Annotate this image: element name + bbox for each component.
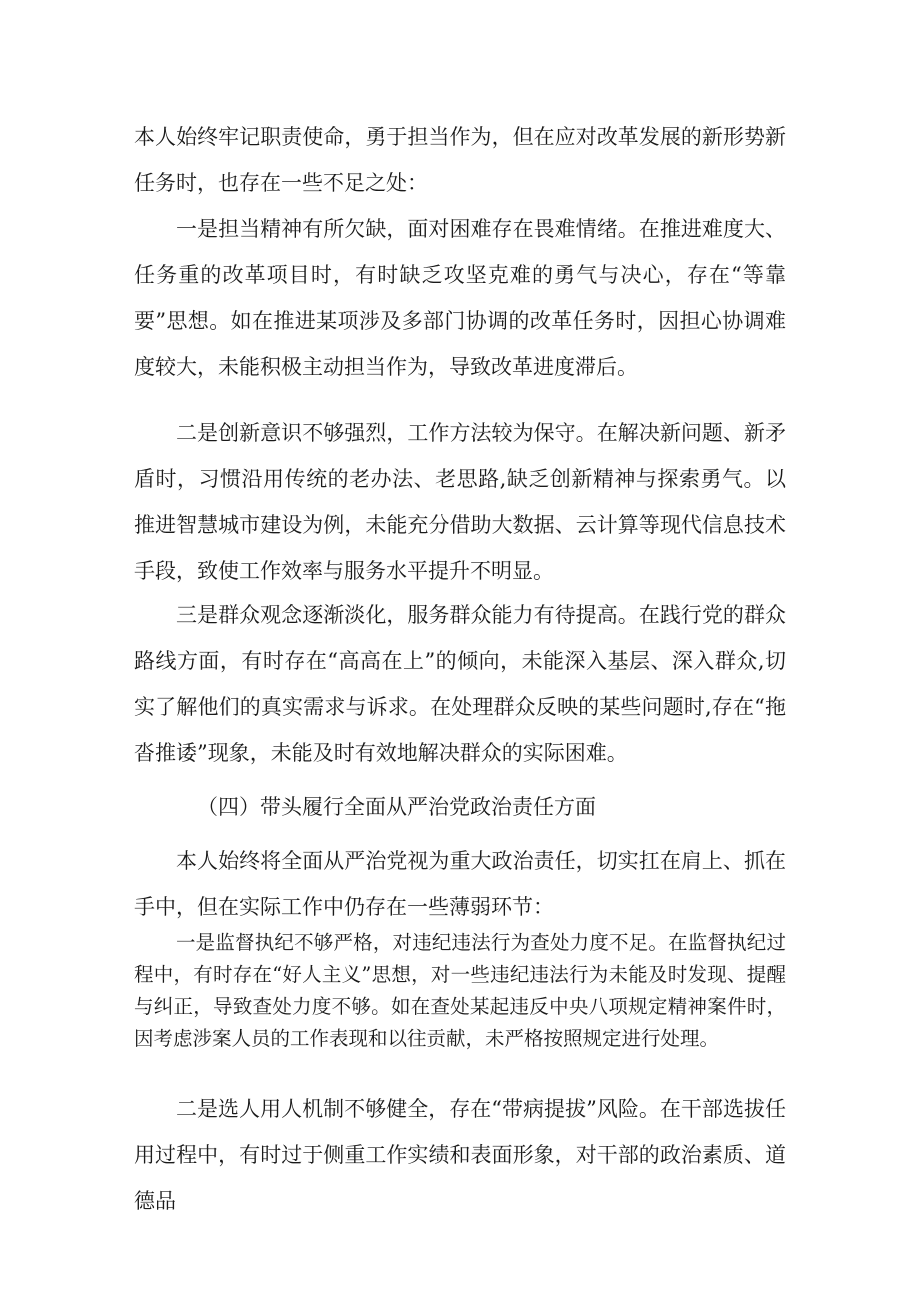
- paragraph-intro-3: 本人始终牢记职责使命，勇于担当作为，但在应对改革发展的新形势新任务时，也存在一些不足之处：: [134, 125, 786, 195]
- paragraph-issue-responsibility: 一是担当精神有所欠缺，面对困难存在畏难情绪。在推进难度大、任务重的改革项目时，有时缺乏攻坚克难的勇气与决心，存在“等靠要”思想。如在推进某项涉及多部门协调的改革任务时，因担心协调难度较大，未能积极主动担当作为，导致改革进度滞后。: [134, 217, 786, 379]
- paragraph-issue-discipline: 一是监督执纪不够严格，对违纪违法行为查处力度不足。在监督执纪过程中，有时存在“好人主义”思想，对一些违纪违法行为未能及时发现、提醒与纠正，导致查处力度不够。如在查处某起违反中央八项规定精神案件时，因考虑涉案人员的工作表现和以往贡献，未严格按照规定进行处理。: [134, 931, 786, 1050]
- paragraph-issue-personnel: 二是选人用人机制不够健全，存在“带病提拔”风险。在干部选拔任用过程中，有时过于侧重工作实绩和表面形象，对干部的政治素质、道德品: [134, 1097, 786, 1213]
- paragraph-intro-4: 本人始终将全面从严治党视为重大政治责任，切实扛在肩上、抓在手中，但在实际工作中仍存在一些薄弱环节：: [134, 849, 786, 919]
- section-heading-4: （四）带头履行全面从严治党政治责任方面: [197, 795, 596, 819]
- paragraph-issue-masses: 三是群众观念逐渐淡化，服务群众能力有待提高。在践行党的群众路线方面，有时存在“高高在上”的倾向，未能深入基层、深入群众,切实了解他们的真实需求与诉求。在处理群众反映的某些问题时,存在“拖沓推诿”现象，未能及时有效地解决群众的实际困难。: [134, 603, 786, 765]
- paragraph-issue-innovation: 二是创新意识不够强烈，工作方法较为保守。在解决新问题、新矛盾时，习惯沿用传统的老办法、老思路,缺乏创新精神与探索勇气。以推进智慧城市建设为例，未能充分借助大数据、云计算等现代信息技术手段，致使工作效率与服务水平提升不明显。: [134, 421, 786, 583]
